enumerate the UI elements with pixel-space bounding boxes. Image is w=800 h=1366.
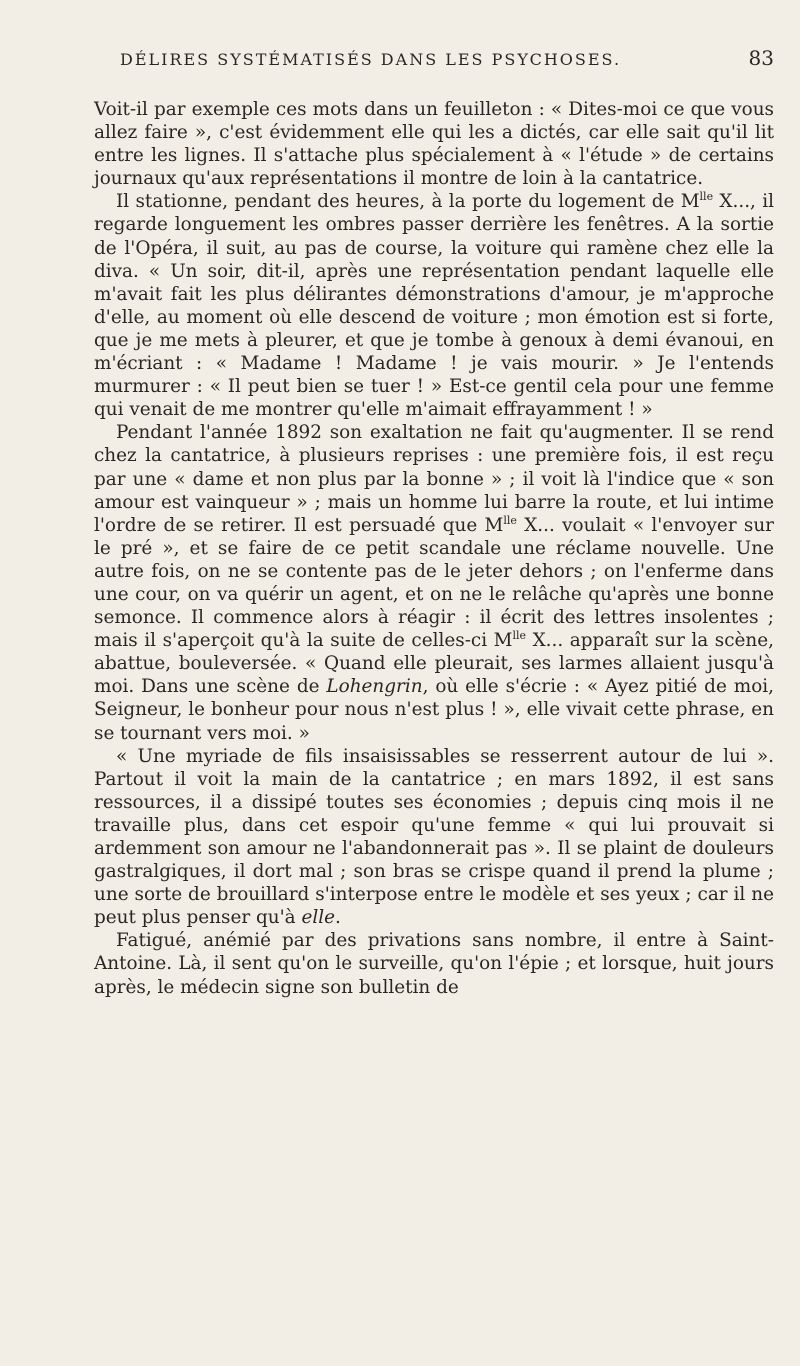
paragraph (94, 421, 774, 744)
text-run: X... apparaît sur la scène, abattue, bouleversée. « Quand elle pleurait, ses larmes allaient jusqu'à moi. Dans une scène de (94, 630, 775, 698)
italic-text: elle (301, 907, 335, 929)
text-run: Pendant l'année 1892 son exaltation ne fait qu'augmenter. Il se rend chez la cantatrice, à plusieurs reprises : une première fois, il est reçu par une « dame et non plus par la bonne » ; il voit là l'indice que « son amour est vainqueur » ; mais un homme lui barre la route, et lui intime l'ordre de se retirer. Il est persuadé que M (94, 422, 774, 536)
paragraph (94, 745, 774, 930)
paragraph (94, 190, 774, 421)
running-header (94, 46, 774, 82)
text-run: « Une myriade de fils insaisissables se resserrent autour de lui ». Partout il voit la main de la cantatrice ; en mars 1892, il est sans ressources, il a dissipé toutes ses économies ; depuis cinq mois il ne travaille plus, dans cet espoir qu'une femme « qui lui prouvait si ardemment son amour ne l'abandonnerait pas ». Il se plaint de douleurs gastralgiques, il dort mal ; son bras se crispe quand il prend la plume ; une sorte de brouillard s'interpose entre le modèle et ses yeux ; car il ne peut plus penser qu'à (94, 745, 774, 929)
italic-text: Lohengrin (326, 676, 423, 698)
superscript-abbrev: lle (512, 629, 527, 643)
text-run: . (335, 907, 341, 929)
text-run: , où elle s'écrie : « Ayez pitié de moi, Seigneur, le bonheur pour nous n'est plus ! », elle vivait cette phrase, en se tournant vers moi. » (94, 676, 774, 744)
page-number: 83 (748, 46, 774, 70)
superscript-abbrev: lle (503, 513, 517, 527)
body-text (94, 98, 774, 999)
superscript-abbrev: lle (699, 190, 714, 204)
running-title: DÉLIRES SYSTÉMATISÉS DANS LES PSYCHOSES. (120, 50, 622, 69)
text-run: Il stationne, pendant des heures, à la porte du logement de M (116, 191, 700, 213)
text-run: Voit-il par exemple ces mots dans un feuilleton : « Dites-moi ce que vous allez faire », c'est évidemment elle qui les a dictés, car elle sait qu'il lit entre les lignes. Il s'attache plus spécialement à « l'étude » de certains journaux qu'aux représentations il montre de loin à la cantatrice. (94, 99, 774, 190)
text-run: X..., il regarde longuement les ombres passer derrière les fenêtres. A la sortie de l'Opéra, il suit, au pas de course, la voiture qui ramène chez elle la diva. « Un soir, dit-il, après une représentation pendant laquelle elle m'avait fait les plus délirantes démonstrations d'amour, je m'approche d'elle, au moment où elle descend de voiture ; mon émotion est si forte, que je me mets à pleurer, et que je tombe à genoux à demi évanoui, en m'écriant : « Madame ! Madame ! je vais mourir. » Je l'entends murmurer : « Il peut bien se tuer ! » Est-ce gentil cela pour une femme qui venait de me montrer qu'elle m'aimait effrayamment ! » (94, 191, 774, 421)
text-run: X... voulait « l'envoyer sur le pré », et se faire de ce petit scandale une réclame nouvelle. Une autre fois, on ne se contente pas de le jeter dehors ; on l'enferme dans une cour, on va quérir un agent, et on ne le relâche qu'après une bonne semonce. Il commence alors à réagir : il écrit des lettres insolentes ; mais il s'aperçoit qu'à la suite de celles-ci M (94, 514, 774, 652)
text-run: Fatigué, anémié par des privations sans nombre, il entre à Saint-Antoine. Là, il sent qu'on le surveille, qu'on l'épie ; et lorsque, huit jours après, le médecin signe son bulletin de (94, 930, 774, 998)
paragraph (94, 929, 774, 998)
paragraph (94, 98, 774, 190)
